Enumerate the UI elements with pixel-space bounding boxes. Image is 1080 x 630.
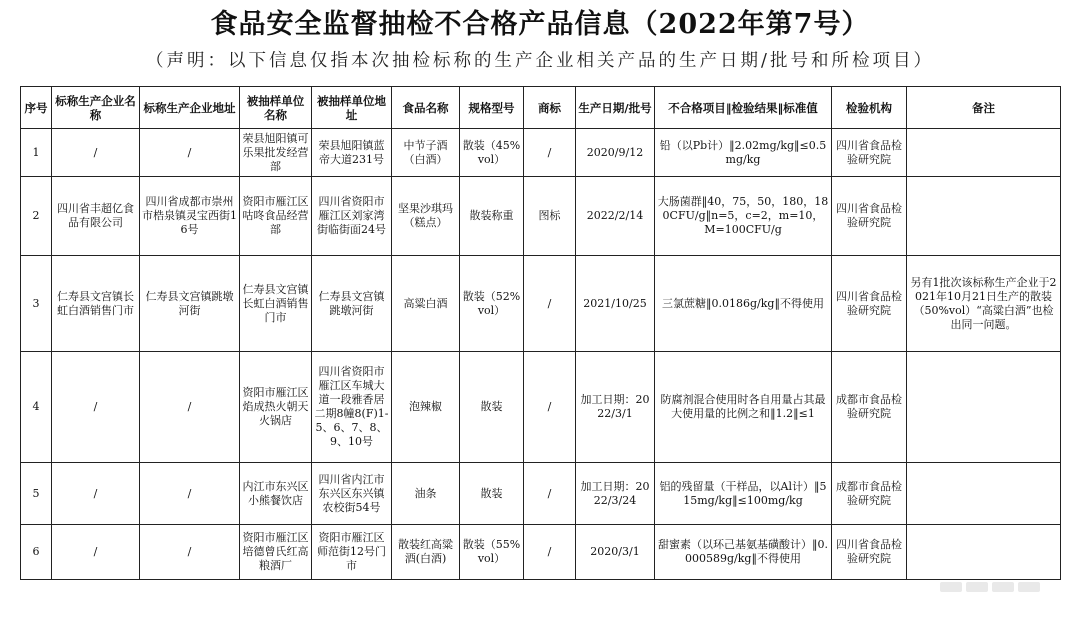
table-cell: / [524,129,576,177]
table-cell: / [140,525,240,580]
table-cell: 3 [21,256,52,352]
table-cell: 四川省内江市东兴区东兴镇农校街54号 [312,463,392,525]
table-cell: 2 [21,177,52,256]
table-cell [907,463,1061,525]
header-cell: 标称生产企业地址 [140,87,240,129]
table-row [21,352,1061,463]
table-cell: 荣县旭阳镇可乐果批发经营部 [240,129,312,177]
table-cell: 资阳市雁江区焰成热火朝天火锅店 [240,352,312,463]
page-title: 食品安全监督抽检不合格产品信息（2022年第7号） [210,9,870,40]
table-cell: 四川省资阳市雁江区刘家湾街临街面24号 [312,177,392,256]
table-cell [907,525,1061,580]
table-cell: 甜蜜素（以环己基氨基磺酸计）‖0.000589g/kg‖不得使用 [655,525,832,580]
table-cell: 三氯蔗糖‖0.0186g/kg‖不得使用 [655,256,832,352]
table-cell: 高粱白酒 [392,256,460,352]
watermark [940,578,1060,596]
watermark-mark [1018,582,1040,592]
table-cell: / [140,352,240,463]
table-row [21,129,1061,177]
table-cell: 散装称重 [460,177,524,256]
header-cell: 规格型号 [460,87,524,129]
watermark-mark [940,582,962,592]
table-cell: / [52,463,140,525]
table-cell: 坚果沙琪玛（糕点） [392,177,460,256]
table-cell: 油条 [392,463,460,525]
table-cell: 资阳市雁江区培德曾氏红高粮酒厂 [240,525,312,580]
table-cell: 加工日期：2022/3/1 [576,352,655,463]
table-cell: / [524,463,576,525]
header-cell: 商标 [524,87,576,129]
table-cell: 防腐剂混合使用时各自用量占其最大使用量的比例之和‖1.2‖≤1 [655,352,832,463]
table-cell: 6 [21,525,52,580]
table-cell: 2020/9/12 [576,129,655,177]
table-cell: 泡辣椒 [392,352,460,463]
table-cell: 散装（45%vol） [460,129,524,177]
table-cell: 成都市食品检验研究院 [832,352,907,463]
table-cell: 散装（52%vol） [460,256,524,352]
header-cell: 标称生产企业名称 [52,87,140,129]
table-cell: 四川省食品检验研究院 [832,256,907,352]
header-cell: 被抽样单位地址 [312,87,392,129]
table-cell [907,177,1061,256]
table-cell: / [140,463,240,525]
table-cell: 资阳市雁江区师范街12号门市 [312,525,392,580]
table-cell: 资阳市雁江区咕咚食品经营部 [240,177,312,256]
table-cell: 5 [21,463,52,525]
table-cell: 铅（以Pb计）‖2.02mg/kg‖≤0.5mg/kg [655,129,832,177]
table-row [21,525,1061,580]
table-cell: 1 [21,129,52,177]
unqualified-products-table [20,86,1061,580]
table-cell: 散装红高粱酒(白酒) [392,525,460,580]
header-cell: 检验机构 [832,87,907,129]
table-cell: 成都市食品检验研究院 [832,463,907,525]
table-cell: 2021/10/25 [576,256,655,352]
table-row [21,463,1061,525]
table-cell: 仁寿县文宫镇长虹白酒销售门市 [52,256,140,352]
header-cell: 备注 [907,87,1061,129]
watermark-mark [992,582,1014,592]
table-cell-note: 另有1批次该标称生产企业于2021年10月21日生产的散装（50%vol）“高粱白酒”也检出同一问题。 [907,256,1061,352]
table-cell: 图标 [524,177,576,256]
table-cell: / [524,256,576,352]
table-cell: / [524,352,576,463]
table-row [21,256,1061,352]
table-cell: 2020/3/1 [576,525,655,580]
table-cell: / [52,129,140,177]
header-cell: 不合格项目‖检验结果‖标准值 [655,87,832,129]
table-cell: 散装 [460,463,524,525]
table-cell [907,129,1061,177]
watermark-mark [966,582,988,592]
table-cell: / [140,129,240,177]
table-cell: 四川省丰超亿食品有限公司 [52,177,140,256]
table-cell: / [52,352,140,463]
table-cell: 四川省食品检验研究院 [832,129,907,177]
table-cell: 2022/2/14 [576,177,655,256]
table-row [21,177,1061,256]
table-cell: 大肠菌群‖40，75，50，180，180CFU/g‖n=5，c=2，m=10，M=100CFU/g [655,177,832,256]
table-cell: / [52,525,140,580]
table-cell: 四川省食品检验研究院 [832,525,907,580]
table-cell: 四川省资阳市雁江区车城大道一段雅香居二期8幢8(F)1-5、6、7、8、9、10号 [312,352,392,463]
table-cell: 散装（55%vol） [460,525,524,580]
header-cell: 食品名称 [392,87,460,129]
table-cell: / [524,525,576,580]
table-cell: 中节子酒（白酒） [392,129,460,177]
table-cell: 四川省成都市崇州市梏泉镇灵宝西街16号 [140,177,240,256]
header-cell: 被抽样单位名称 [240,87,312,129]
table-cell: 仁寿县文宫镇长虹白酒销售门市 [240,256,312,352]
table-cell: 铝的残留量（干样品，以Al计）‖515mg/kg‖≤100mg/kg [655,463,832,525]
table-cell: 4 [21,352,52,463]
table-header-row [21,87,1061,129]
table-cell: 加工日期：2022/3/24 [576,463,655,525]
table-cell: 荣县旭阳镇蓝帝大道231号 [312,129,392,177]
page-subtitle: （声明：以下信息仅指本次抽检标称的生产企业相关产品的生产日期/批号和所检项目） [146,51,934,71]
table-cell: 仁寿县文宫镇跳墩河街 [140,256,240,352]
table-cell: 散装 [460,352,524,463]
header-cell: 序号 [21,87,52,129]
table-cell: 四川省食品检验研究院 [832,177,907,256]
header-cell: 生产日期/批号 [576,87,655,129]
table-cell [907,352,1061,463]
table-cell: 内江市东兴区小熊餐饮店 [240,463,312,525]
table-cell: 仁寿县文宫镇跳墩河街 [312,256,392,352]
